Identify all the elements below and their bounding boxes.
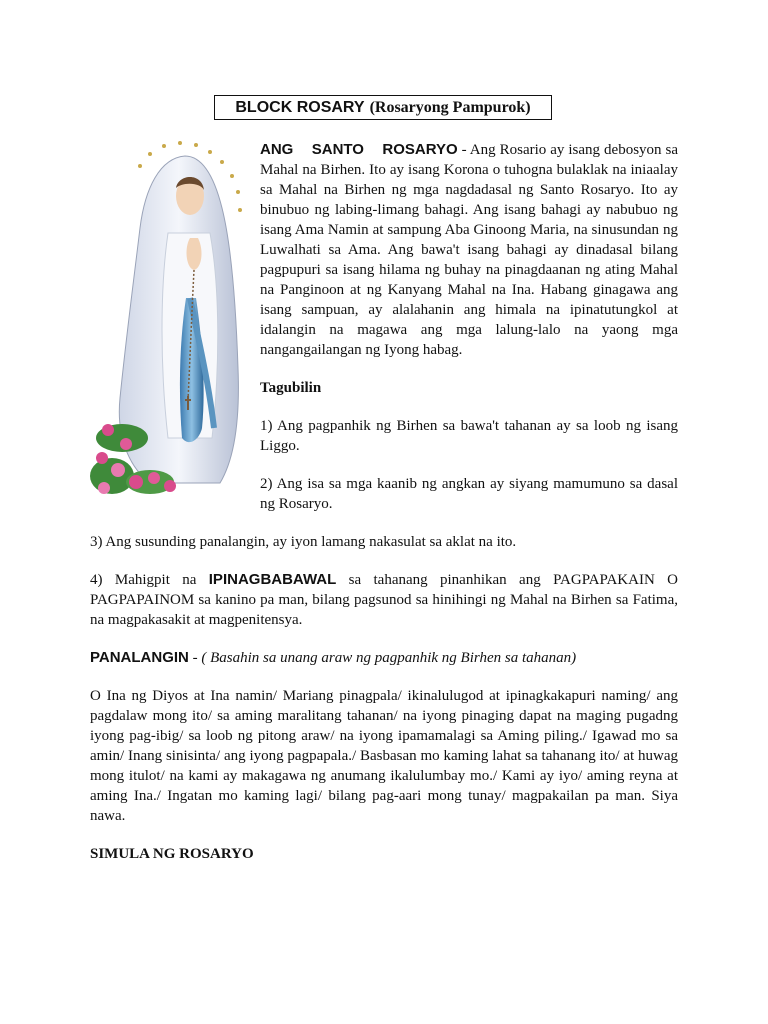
intro-separator: - bbox=[457, 142, 470, 158]
tagubilin-item-4 bbox=[90, 570, 678, 630]
tagubilin-item-2: 2) Ang isa sa mga kaanib ng angkan ay siyang mamumuno sa dasal ng Rosaryo. bbox=[260, 476, 678, 512]
intro-heading: ANG SANTO ROSARYO bbox=[260, 141, 458, 158]
panalangin-heading-line bbox=[90, 648, 678, 668]
item4-bold: IPINAGBABAWAL bbox=[208, 571, 337, 588]
tagubilin-item-1: 1) Ang pagpanhik ng Birhen sa bawa't tahanan ay sa loob ng isang Liggo. bbox=[260, 418, 678, 454]
tagubilin-heading: Tagubilin bbox=[260, 380, 322, 396]
document-body bbox=[90, 140, 678, 882]
item4-before: 4) Mahigpit na bbox=[90, 572, 209, 588]
panalangin-separator: - bbox=[188, 650, 202, 666]
tagubilin-item-3: 3) Ang susunding panalangin, ay iyon lamang nakasulat sa aklat na ito. bbox=[90, 534, 517, 550]
panalangin-note: ( Basahin sa unang araw ng pagpanhik ng Birhen sa tahanan) bbox=[201, 650, 577, 666]
simula-heading: SIMULA NG ROSARYO bbox=[90, 846, 254, 862]
panalangin-heading: PANALANGIN bbox=[90, 649, 189, 666]
intro-body: Ang Rosario ay isang debosyon sa Mahal na Birhen. Ito ay isang Korona o tuhogna bulaklak na iniaalay sa Mahal na Birhen ng mga nagdadasal ng Santo Rosaryo. Ito ay binubuo ng labing-limang bahagi. Ang isang bahagi ay nabubuo ng isang Ama Namin at sampung Aba Ginoong Maria, na sinusundan ng Luwalhati sa Ama. Ang bawa't isang bahagi ay dinadasal bilang pagpupuri sa isang hilama ng buhay na pinagdaanan ng ating Mahal na Panginoon at ng Kanyang Mahal na Ina. Habang ginagawa ang isang sampuan, ay alalahanin ang himala na ipinatutungkol at idalangin na magawa ang mga lalung-lalo na yaong mga nangangailangan ng Iyong habag. bbox=[260, 142, 679, 358]
item4-after: sa tahanang pinanhikan ang PAGPAPAKAIN O PAGPAPAINOM sa kanino pa man, bilang pagsunod sa hinihingi ng Mahal na Birhen sa Fatima, na magpakasakit at magpenitensya. bbox=[90, 572, 678, 628]
virgin-mary-image bbox=[90, 138, 252, 510]
document-title bbox=[214, 95, 552, 120]
panalangin-body: O Ina ng Diyos at Ina namin/ Mariang pinagpala/ ikinalulugod at ipinagkakapuri naming/ ang pagdalaw mong ito/ sa aming maralitang tahanan/ na iyong pinaging dapat na maging pugadng iyong pag-ibig/ sa loob ng pitong araw/ na iyong ipamamalagi sa Aming piling./ Igawad mo sa amin/ Inang sinisinta/ ang iyong pagpapala./ Basbasan mo kaming lahat sa tahanang ito/ at huwag mong itulot/ na kami ay makagawa ng anumang ikalulumbay mo./ Kami ay iyo/ aming reyna at aming Ina./ Ingatan mo kaming lagi/ bilang pag-aari mong tunay/ magpakailan pa man. Siya nawa. bbox=[90, 688, 678, 824]
title-sub: (Rosaryong Pampurok) bbox=[369, 98, 531, 116]
title-main: BLOCK ROSARY bbox=[235, 98, 365, 116]
